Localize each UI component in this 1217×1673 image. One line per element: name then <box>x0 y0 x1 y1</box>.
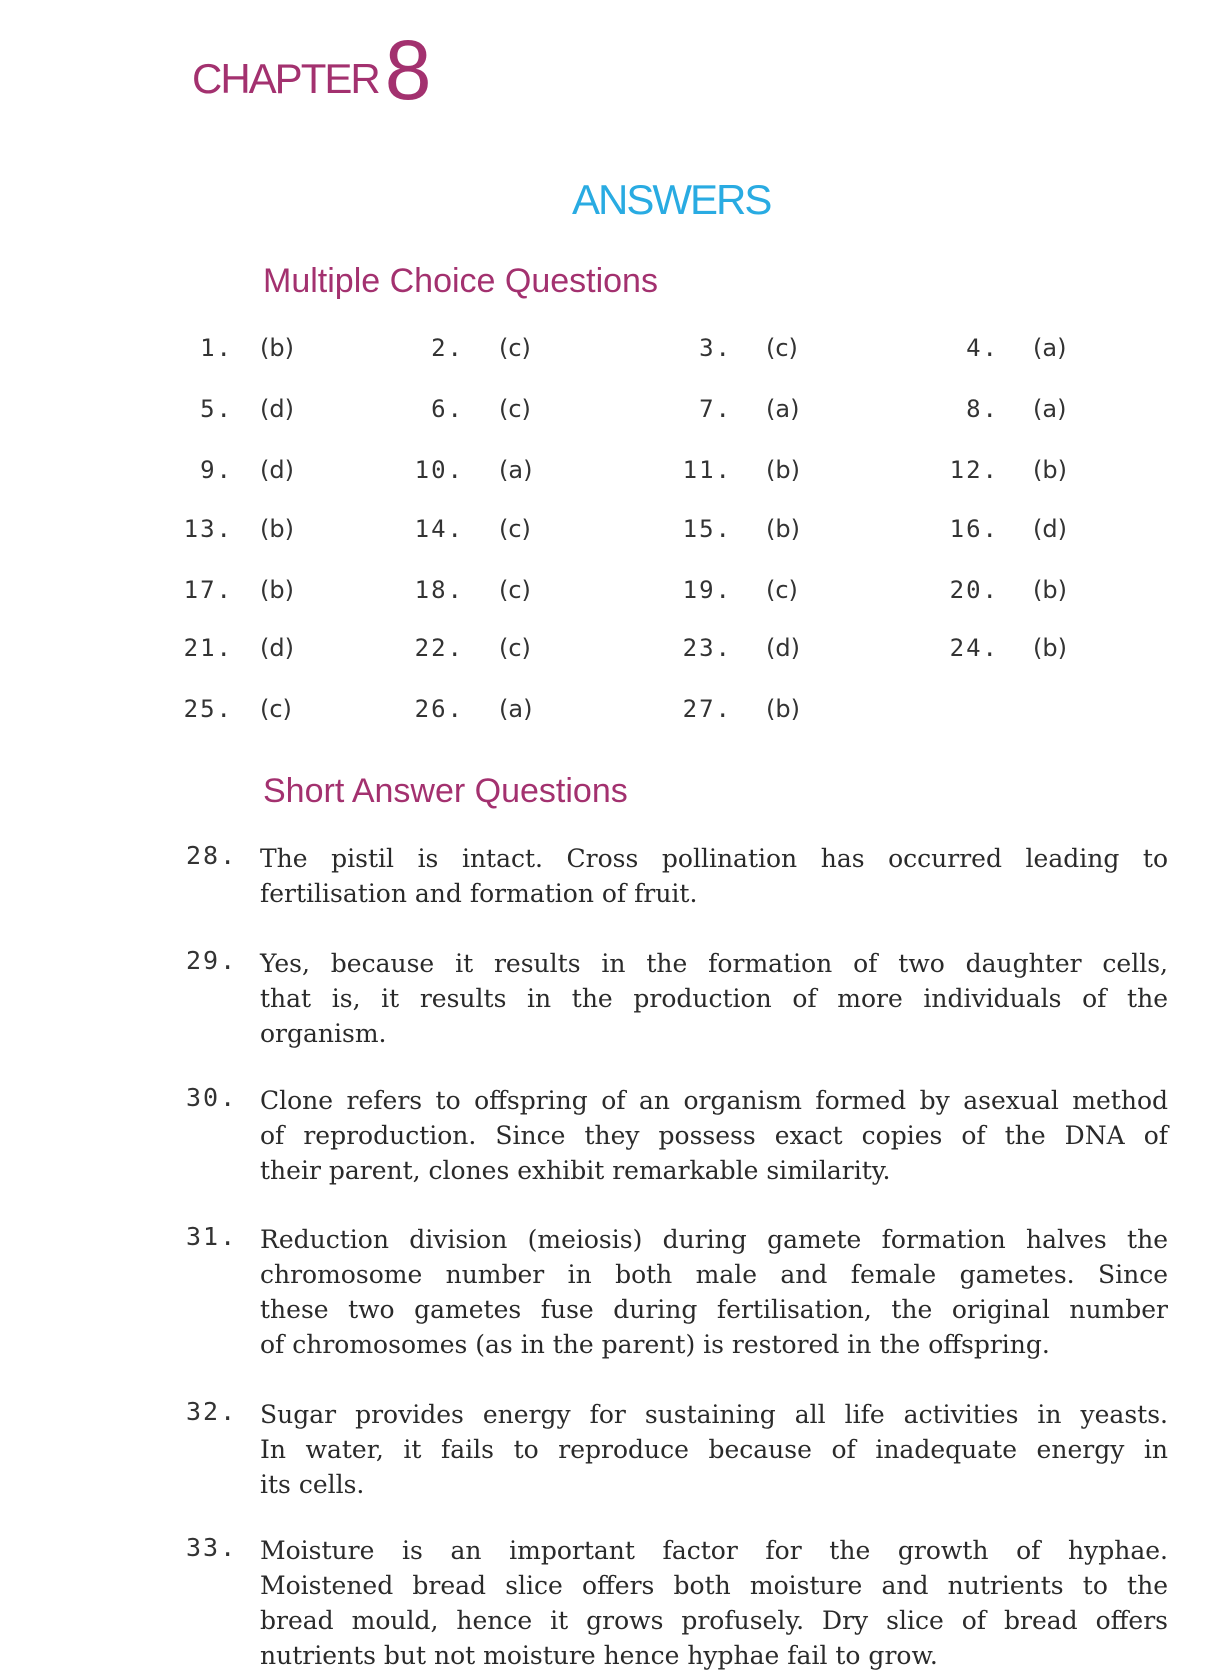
mcq-number: 10. <box>414 456 464 484</box>
mcq-number: 18. <box>414 576 464 604</box>
mcq-number: 11. <box>682 456 732 484</box>
text-line: Clone refers to offspring of an organism formed by asexual method <box>260 1086 1168 1115</box>
mcq-number: 13. <box>183 515 233 543</box>
saq-number: 33. <box>186 1533 238 1562</box>
mcq-answer: (b) <box>1033 576 1067 604</box>
mcq-number: 5. <box>200 395 233 423</box>
page-title: ANSWERS <box>572 176 771 223</box>
text-line: bread mould, hence it grows profusely. Dry slice of bread offers <box>260 1606 1168 1635</box>
mcq-number: 26. <box>414 695 464 723</box>
mcq-answer: (b) <box>1033 456 1067 484</box>
saq-answer-text <box>260 1397 1168 1502</box>
mcq-number: 12. <box>949 456 999 484</box>
mcq-number: 19. <box>682 576 732 604</box>
mcq-number: 7. <box>699 395 732 423</box>
mcq-answer: (a) <box>1033 334 1067 362</box>
mcq-answer: (a) <box>499 456 533 484</box>
mcq-answer: (b) <box>766 695 800 723</box>
mcq-number: 20. <box>949 576 999 604</box>
text-line: Sugar provides energy for sustaining all life activities in yeasts. <box>260 1400 1168 1429</box>
mcq-number: 16. <box>949 515 999 543</box>
mcq-answer: (b) <box>260 334 294 362</box>
mcq-number: 21. <box>183 634 233 662</box>
mcq-answer: (c) <box>499 576 531 604</box>
mcq-number: 8. <box>966 395 999 423</box>
mcq-answer: (b) <box>260 515 294 543</box>
saq-answer-text <box>260 1222 1168 1362</box>
mcq-answer: (c) <box>499 334 531 362</box>
saq-number: 31. <box>186 1222 238 1251</box>
text-line: fertilisation and formation of fruit. <box>260 879 698 908</box>
mcq-number: 27. <box>682 695 732 723</box>
mcq-answer: (b) <box>766 456 800 484</box>
text-line: their parent, clones exhibit remarkable similarity. <box>260 1156 891 1185</box>
text-line: that is, it results in the production of more individuals of the <box>260 984 1168 1013</box>
chapter-number: 8 <box>384 23 432 117</box>
text-line: its cells. <box>260 1470 365 1499</box>
saq-number: 28. <box>186 841 238 870</box>
mcq-answer: (c) <box>260 695 292 723</box>
mcq-number: 2. <box>431 334 464 362</box>
text-line: Moistened bread slice offers both moisture and nutrients to the <box>260 1571 1168 1600</box>
mcq-number: 17. <box>183 576 233 604</box>
mcq-number: 15. <box>682 515 732 543</box>
mcq-answer: (c) <box>499 395 531 423</box>
text-line: organism. <box>260 1019 387 1048</box>
mcq-answer: (c) <box>499 515 531 543</box>
text-line: Reduction division (meiosis) during gamete formation halves the <box>260 1225 1168 1254</box>
chapter-label: CHAPTER <box>192 55 379 102</box>
mcq-answer: (d) <box>766 634 800 662</box>
mcq-number: 1. <box>200 334 233 362</box>
saq-number: 29. <box>186 946 238 975</box>
saq-answer-text <box>260 946 1168 1051</box>
mcq-number: 24. <box>949 634 999 662</box>
mcq-number: 14. <box>414 515 464 543</box>
text-line: these two gametes fuse during fertilisation, the original number <box>260 1295 1168 1324</box>
saq-heading: Short Answer Questions <box>263 772 628 810</box>
mcq-answer: (d) <box>260 456 294 484</box>
mcq-answer: (d) <box>260 634 294 662</box>
mcq-answer: (c) <box>766 334 798 362</box>
saq-number: 32. <box>186 1397 238 1426</box>
saq-answer-text <box>260 841 1168 911</box>
mcq-answer: (a) <box>1033 395 1067 423</box>
mcq-number: 25. <box>183 695 233 723</box>
text-line: Moisture is an important factor for the growth of hyphae. <box>260 1536 1168 1565</box>
saq-answer-text <box>260 1083 1168 1188</box>
mcq-number: 9. <box>200 456 233 484</box>
mcq-answer: (c) <box>499 634 531 662</box>
text-line: nutrients but not moisture hence hyphae fail to grow. <box>260 1641 938 1670</box>
mcq-number: 3. <box>699 334 732 362</box>
mcq-answer: (d) <box>1033 515 1067 543</box>
mcq-number: 4. <box>966 334 999 362</box>
mcq-number: 23. <box>682 634 732 662</box>
mcq-answer: (c) <box>766 576 798 604</box>
mcq-answer: (d) <box>260 395 294 423</box>
text-line: of reproduction. Since they possess exact copies of the DNA of <box>260 1121 1168 1150</box>
mcq-answer: (a) <box>766 395 800 423</box>
text-line: of chromosomes (as in the parent) is restored in the offspring. <box>260 1330 1050 1359</box>
mcq-answer: (b) <box>1033 634 1067 662</box>
mcq-number: 6. <box>431 395 464 423</box>
mcq-number: 22. <box>414 634 464 662</box>
text-line: Yes, because it results in the formation of two daughter cells, <box>260 949 1168 978</box>
mcq-answer: (a) <box>499 695 533 723</box>
text-line: In water, it fails to reproduce because of inadequate energy in <box>260 1435 1168 1464</box>
mcq-answer: (b) <box>260 576 294 604</box>
text-line: The pistil is intact. Cross pollination has occurred leading to <box>260 844 1168 873</box>
saq-answer-text <box>260 1533 1168 1673</box>
chapter-heading <box>192 22 431 119</box>
text-line: chromosome number in both male and female gametes. Since <box>260 1260 1168 1289</box>
mcq-heading: Multiple Choice Questions <box>263 262 658 300</box>
mcq-answer: (b) <box>766 515 800 543</box>
saq-number: 30. <box>186 1083 238 1112</box>
